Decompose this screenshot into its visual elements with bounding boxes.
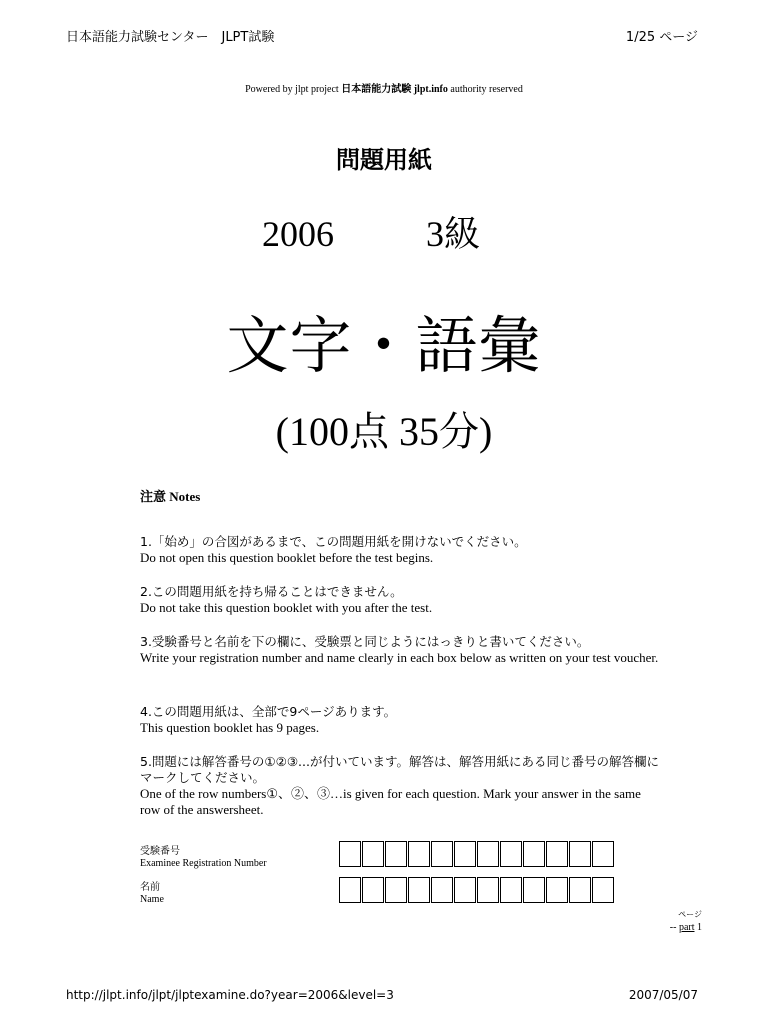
- header-title: 日本語能力試験センター JLPT試験: [66, 30, 275, 45]
- name-label-en: Name: [140, 894, 164, 905]
- booklet-title: 問題用紙: [336, 146, 432, 174]
- note-text-ja: 5.問題には解答番号の①②③...が付いています。解答は、解答用紙にある同じ番号の解答欄にマークしてください。: [140, 754, 659, 785]
- note-item: [140, 584, 660, 616]
- note-text-ja: 3.受験番号と名前を下の欄に、受験票と同じようにはっきりと書いてください。: [140, 634, 590, 649]
- note-item: [140, 634, 660, 666]
- powered-prefix: Powered by jlpt project: [245, 84, 339, 95]
- registration-number-box: [408, 841, 430, 867]
- registration-number-box: [523, 841, 545, 867]
- page-marker-part-number: 1: [697, 922, 702, 933]
- note-text-en: Do not take this question booklet with you after the test.: [140, 600, 433, 615]
- name-box: [362, 877, 384, 903]
- footer-date: 2007/05/07: [628, 988, 698, 1002]
- registration-number-box: [362, 841, 384, 867]
- year-level-line: [262, 206, 480, 257]
- name-box: [454, 877, 476, 903]
- powered-suffix: authority reserved: [450, 84, 523, 95]
- registration-label-en: Examinee Registration Number: [140, 858, 267, 869]
- page-marker-part: [670, 921, 702, 934]
- page-marker-part-label: part: [678, 922, 695, 933]
- registration-number-box: [454, 841, 476, 867]
- note-text-en: Do not open this question booklet before the test begins.: [140, 550, 434, 565]
- section-title: 文字・語彙: [226, 309, 542, 382]
- registration-number-box: [500, 841, 522, 867]
- note-text-en: This question booklet has 9 pages.: [140, 720, 320, 735]
- note-text-ja: 1.「始め」の合図があるまで、この問題用紙を開けないでください。: [140, 534, 527, 549]
- powered-brand: 日本語能力試験 jlpt.info: [341, 84, 448, 95]
- registration-number-box: [546, 841, 568, 867]
- notes-heading-ja: 注意: [140, 489, 167, 504]
- registration-label-ja: 受験番号: [140, 846, 180, 857]
- footer-url: http://jlpt.info/jlpt/jlptexamine.do?year=2006&level=3: [66, 988, 394, 1002]
- page-marker: [670, 908, 702, 934]
- name-boxes: [339, 877, 615, 903]
- name-box: [477, 877, 499, 903]
- name-box: [523, 877, 545, 903]
- note-text-en: Write your registration number and name clearly in each box below as written on your test voucher.: [140, 650, 659, 665]
- name-box: [569, 877, 591, 903]
- notes-heading-en: Notes: [169, 489, 201, 504]
- note-text-ja: 2.この問題用紙を持ち帰ることはできません。: [140, 584, 403, 599]
- name-label-ja: 名前: [140, 882, 160, 893]
- exam-year: 2006: [262, 214, 334, 254]
- note-item: [140, 534, 660, 566]
- registration-number-box: [477, 841, 499, 867]
- registration-number-box: [592, 841, 614, 867]
- note-item: [140, 704, 660, 736]
- powered-by-line: [0, 80, 768, 95]
- name-box: [546, 877, 568, 903]
- note-item: [140, 754, 660, 818]
- name-box: [431, 877, 453, 903]
- page-marker-dashes: --: [669, 922, 677, 933]
- registration-number-box: [431, 841, 453, 867]
- registration-number-box: [339, 841, 361, 867]
- name-label: [140, 882, 164, 906]
- points-and-time: (100点 35分): [275, 409, 493, 454]
- registration-number-box: [569, 841, 591, 867]
- exam-level: 3級: [426, 214, 481, 254]
- note-text-ja: 4.この問題用紙は、全部で9ページあります。: [140, 704, 397, 719]
- name-box: [500, 877, 522, 903]
- name-box: [339, 877, 361, 903]
- name-box: [592, 877, 614, 903]
- notes-heading: [140, 486, 200, 505]
- name-box: [385, 877, 407, 903]
- registration-number-boxes: [339, 841, 615, 867]
- note-text-en: One of the row numbers①、②、③…is given for each question. Mark your answer in the same row of the answersheet.: [140, 786, 641, 817]
- name-box: [408, 877, 430, 903]
- registration-number-box: [385, 841, 407, 867]
- registration-number-label: [140, 846, 267, 870]
- page-marker-label: ページ: [678, 910, 702, 919]
- page-counter: 1/25 ページ: [625, 30, 698, 45]
